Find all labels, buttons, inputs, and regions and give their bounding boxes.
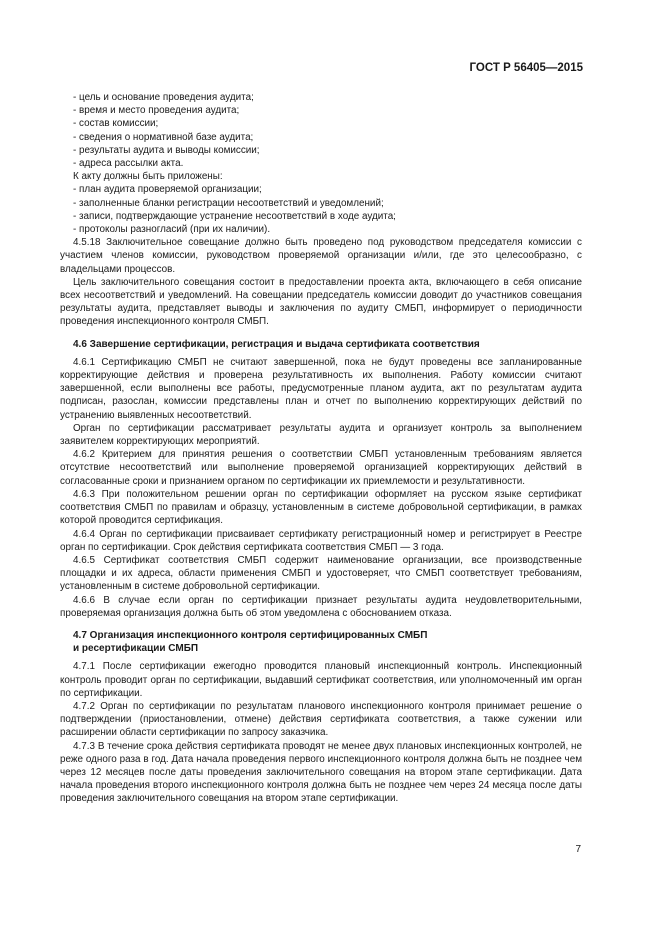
paragraph-4-7-2: 4.7.2 Орган по сертификации по результатам планового инспекционного контроля принимает решение о подтверждении (приостановлении, отмене) действия сертификата соответствия, а также сужении или расширении области сертификации по запросу заказчика. [60, 700, 582, 739]
section-heading-4-7 [60, 629, 582, 655]
paragraph-4-6-2: 4.6.2 Критерием для принятия решения о соответствии СМБП установленным требованиям является отсутствие несоответствий или выполнение проверяемой организацией корректирующих действий в согласованные сроки и признанием органом по сертификации их приемлемости и результативности. [60, 449, 582, 487]
paragraph-meeting-goal: Цель заключительного совещания состоит в предоставлении проекта акта, включающего в себя описание всех несоответствий и уведомлений. На совещании председатель комиссии доводит до участников совещания результаты аудита, представляет выводы и заключения по аудиту СМБП, информирует о периодичности проведения инспекционного контроля СМБП. [60, 276, 582, 328]
paragraph-4-7-3: 4.7.3 В течение срока действия сертификата проводят не менее двух плановых инспекционных контролей, не реже одного раза в год. Дата начала проведения первого инспекционного контроля должна быть не позднее чем через 12 месяцев после даты проведения заключительного совещания на втором этапе сертификации. Дата начала проведения второго инспекционного контроля должна быть не позднее чем через 24 месяца после даты проведения заключительного совещания на втором этапе сертификации. [60, 740, 582, 805]
paragraph-certification-body: Орган по сертификации рассматривает результаты аудита и организует контроль за выполнением заявителем корректирующих мероприятий. [60, 422, 582, 448]
list-item: - время и место проведения аудита; [73, 105, 240, 117]
list-item: - протоколы разногласий (при их наличии). [73, 224, 271, 236]
section-title-line-1: 4.7 Организация инспекционного контроля сертифицированных СМБП [73, 629, 428, 641]
page-number: 7 [575, 844, 581, 855]
paragraph-4-6-6: 4.6.6 В случае если орган по сертификации признает результаты аудита неудовлетворительными, проверяемая организация должна быть об этом уведомлена с обоснованием отказа. [60, 594, 582, 619]
list-item: - результаты аудита и выводы комиссии; [73, 144, 260, 156]
list-item: - адреса рассылки акта. [73, 158, 184, 170]
paragraph-4-7-1: 4.7.1 После сертификации ежегодно проводится плановый инспекционный контроль. Инспекционный контроль проводит орган по сертификации, выдавший сертификат соответствия, или уполномоченный им орган по сертификации. [60, 661, 582, 699]
list-item: - план аудита проверяемой организации; [73, 184, 262, 196]
section-title-line-2: и ресертификации СМБП [73, 643, 199, 655]
paragraph-4-6-1: 4.6.1 Сертификацию СМБП не считают завершенной, пока не будут проведены все запланированные корректирующие действия и проверена результативность их выполнения. Работу комиссии считают завершенной, если выполнены все работы, предусмотренные планом аудита, акт по результатам аудита подписан, разослан, комиссии представлены план и отчет по выполнению корректирующих действий по устранению выявленных несоответствий. [60, 356, 582, 421]
document-body [60, 91, 582, 806]
section-title: 4.6 Завершение сертификации, регистрация и выдача сертификата соответствия [73, 338, 480, 350]
list-item: - цель и основание проведения аудита; [73, 92, 254, 103]
section-heading-4-6 [60, 338, 582, 351]
list-item: - записи, подтверждающие устранение несоответствий в ходе аудита; [73, 210, 396, 222]
list-item: - состав комиссии; [73, 118, 159, 130]
list-item: - сведения о нормативной базе аудита; [73, 131, 254, 143]
list-item: - заполненные бланки регистрации несоответствий и уведомлений; [73, 197, 384, 209]
paragraph-4-6-4: 4.6.4 Орган по сертификации присваивает сертификату регистрационный номер и регистрирует в Реестре орган по сертификации. Срок действия сертификата соответствия СМБП — 3 года. [60, 528, 582, 553]
document-id: ГОСТ Р 56405—2015 [469, 62, 583, 74]
paragraph-4-6-5: 4.6.5 Сертификат соответствия СМБП содержит наименование организации, все производственные площадки и их адреса, области применения СМБП и удостоверяет, что СМБП соответствует требованиям, установленным в системе добровольной сертификации. [60, 554, 582, 593]
attachments-intro: К акту должны быть приложены: [73, 171, 223, 183]
paragraph-4-6-3: 4.6.3 При положительном решении орган по сертификации оформляет на русском языке сертификат соответствия СМБП по правилам и образцу, установленным в системе добровольной сертификации, в рамках которой проводится сертификация. [60, 488, 582, 527]
paragraph-4-5-18: 4.5.18 Заключительное совещание должно быть проведено под руководством председателя комиссии с участием членов комиссии, руководством проверяемой организации и/или, где это целесообразно, с владельцами процессов. [60, 237, 582, 275]
